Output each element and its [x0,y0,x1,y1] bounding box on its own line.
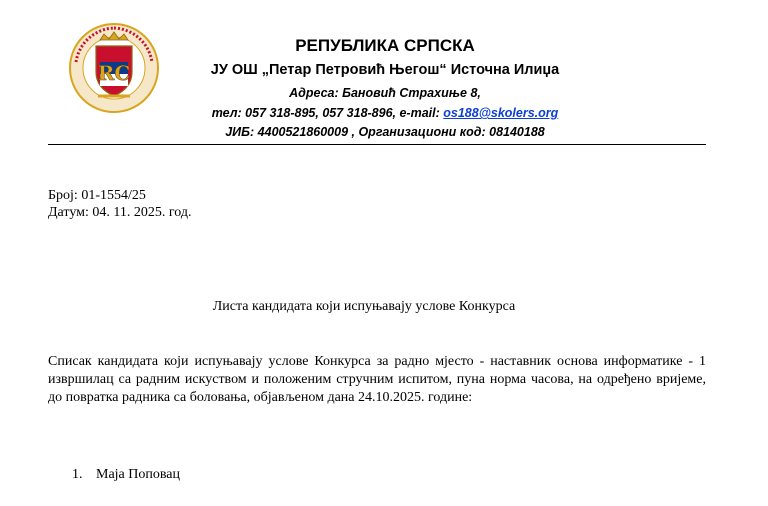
document-title: Листа кандидата који испуњавају услове Конкурса [212,299,516,314]
document-number: Број: 01-1554/25 [48,188,146,203]
list-item [72,466,180,483]
coat-of-arms-emblem [68,22,160,114]
list-item-number: 1. [72,467,83,482]
header-divider [48,144,706,145]
document-paragraph: Списак кандидата који испуњавају услове Конкурса за радно мјесто - наставник основа информатике - 1 извршилац са радним искуством и положеним стручним испитом, пуна норма часова, на одређено вријеме, до повратка радника са боловања, објављеном дана 24.10.2025. године: [48,354,706,405]
header-ids: ЈИБ: 4400521860009 , Организациони код: 08140188 [225,125,545,139]
svg-text:RC: RC [97,61,131,85]
list-item-name: Маја Поповац [96,467,180,482]
header-country: РЕПУБЛИКА СРПСКА [295,36,475,55]
header-contact [150,106,620,120]
document-date: Датум: 04. 11. 2025. год. [48,205,192,220]
header-school-name: ЈУ ОШ „Петар Петровић Његош“ Источна Илиџа [210,62,560,78]
header-address: Адреса: Бановић Страхиње 8, [289,86,481,100]
header-phone: тел: 057 318-895, 057 318-896, e-mail: [211,106,444,120]
email-link[interactable]: os188@skolers.org [443,106,559,120]
